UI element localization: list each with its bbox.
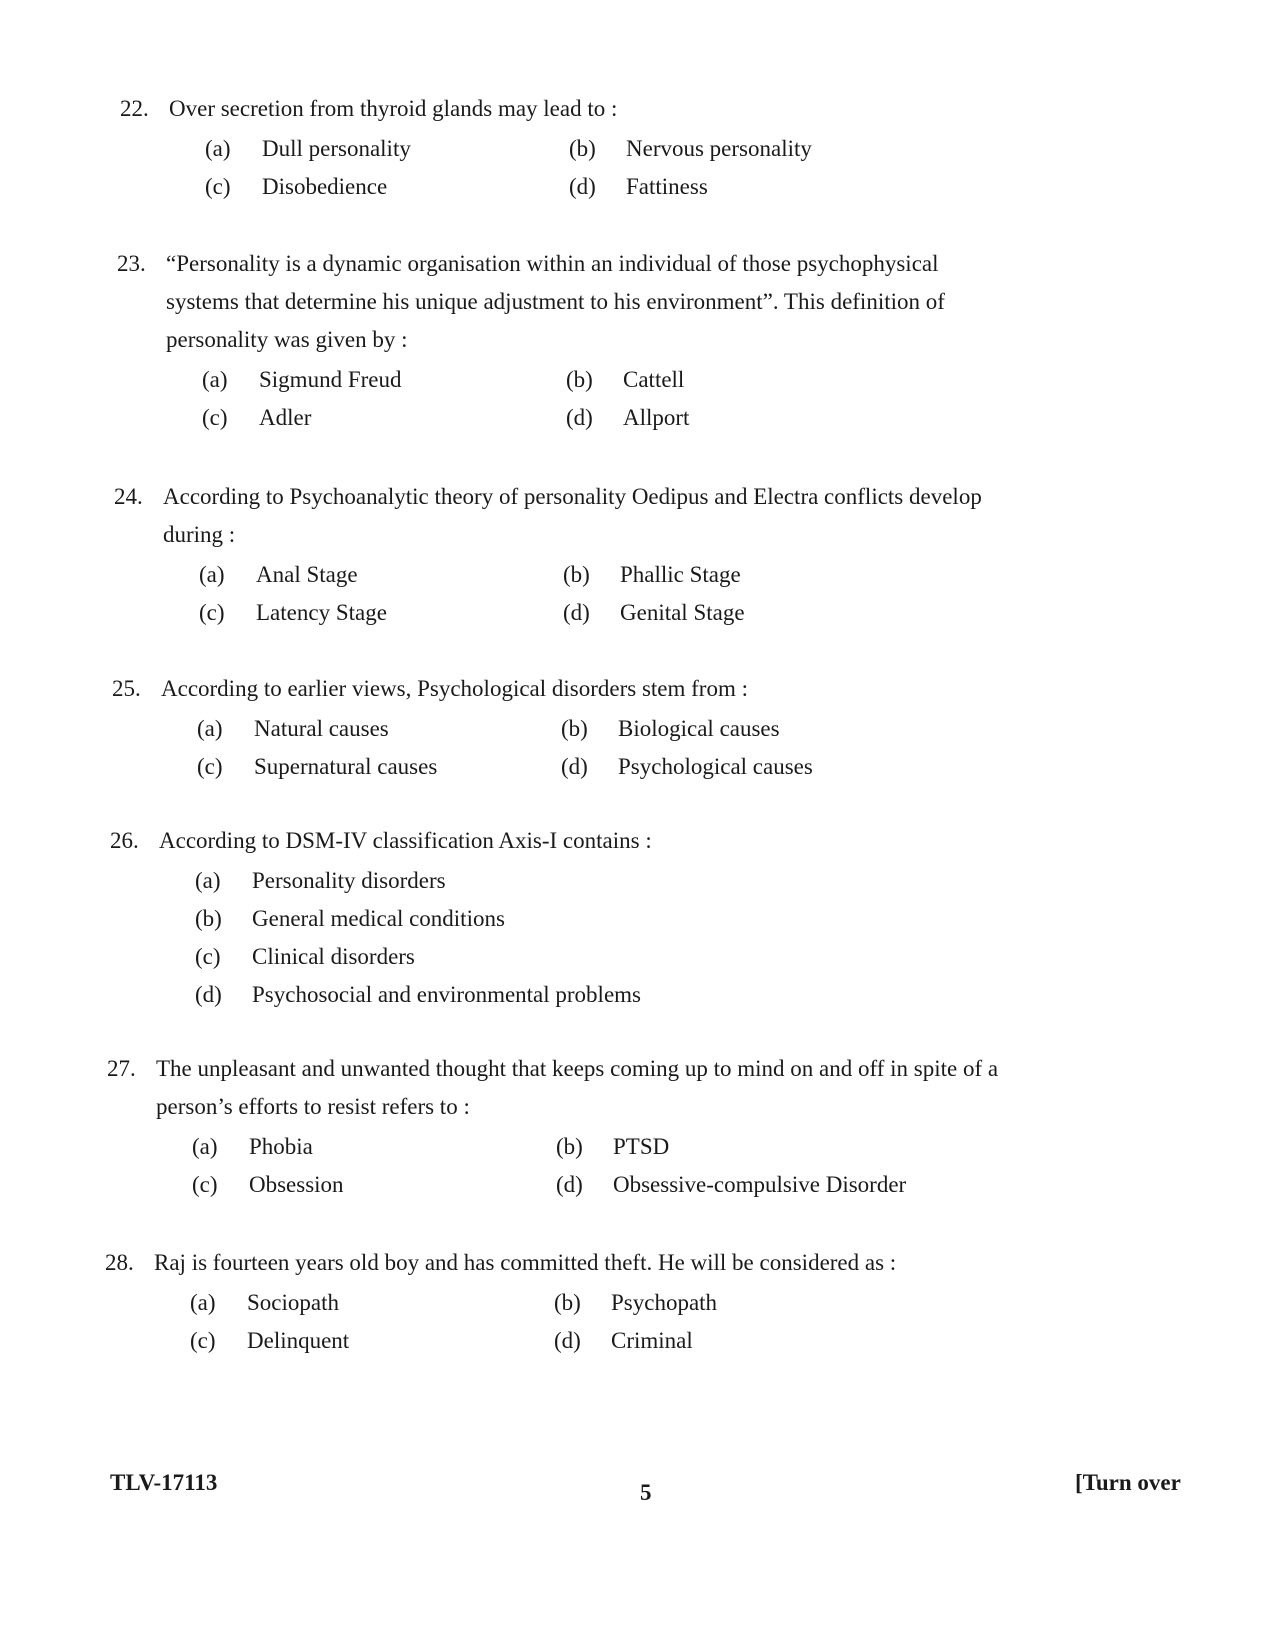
- question-text: The unpleasant and unwanted thought that keeps coming up to mind on and off in spite of a person’s efforts to resist refers to :: [156, 1056, 999, 1119]
- option-b: (b) Phallic Stage: [563, 562, 741, 587]
- option-a: (a) Anal Stage: [199, 562, 358, 587]
- question-text: Over secretion from thyroid glands may lead to :: [169, 96, 618, 121]
- option-c: (c) Supernatural causes: [197, 754, 438, 779]
- option-a: (a) Personality disorders: [195, 868, 446, 893]
- paper-code: TLV-17113: [110, 1470, 218, 1495]
- option-d: (d) Obsessive-compulsive Disorder: [556, 1172, 907, 1197]
- option-b: (b) Biological causes: [561, 716, 780, 741]
- question-text: According to DSM-IV classification Axis-I contains :: [159, 828, 652, 853]
- option-a: (a) Natural causes: [197, 716, 389, 741]
- question-24: [114, 478, 1014, 632]
- question-number: 24.: [114, 484, 143, 509]
- option-d: (d) Allport: [566, 405, 690, 430]
- options: [190, 1284, 1005, 1360]
- option-a: (a) Dull personality: [205, 136, 411, 161]
- question-number: 28.: [105, 1250, 134, 1275]
- page-number: 5: [640, 1480, 652, 1505]
- option-b: (b) PTSD: [556, 1134, 670, 1159]
- option-d: (d) Psychological causes: [561, 754, 813, 779]
- option-b: (b) Psychopath: [554, 1290, 718, 1315]
- option-d: (d) Criminal: [554, 1328, 693, 1353]
- question-text: According to Psychoanalytic theory of personality Oedipus and Electra conflicts develop during :: [163, 484, 982, 547]
- question-text: According to earlier views, Psychological disorders stem from :: [161, 676, 748, 701]
- options: [199, 556, 1014, 632]
- option-b: (b) General medical conditions: [195, 906, 505, 931]
- option-a: (a) Phobia: [192, 1134, 313, 1159]
- options: [195, 862, 1010, 1014]
- question-text: “Personality is a dynamic organisation within an individual of those psychophysical systems that determine his unique adjustment to his environment”. This definition of personality was given by :: [166, 251, 945, 352]
- question-26: [110, 822, 1010, 1014]
- question-25: [112, 670, 1012, 786]
- option-b: (b) Cattell: [566, 367, 685, 392]
- option-c: (c) Delinquent: [190, 1328, 350, 1353]
- question-number: 25.: [112, 676, 141, 701]
- options: [202, 361, 1017, 437]
- option-d: (d) Fattiness: [569, 174, 708, 199]
- turn-over-note: [Turn over: [1075, 1470, 1181, 1495]
- question-27: [107, 1050, 1007, 1204]
- option-c: (c) Disobedience: [205, 174, 388, 199]
- option-d: (d) Genital Stage: [563, 600, 745, 625]
- options: [197, 710, 1012, 786]
- question-22: [120, 90, 1020, 206]
- question-number: 23.: [117, 251, 146, 276]
- question-23: [117, 245, 1017, 437]
- question-number: 26.: [110, 828, 139, 853]
- option-b: (b) Nervous personality: [569, 136, 812, 161]
- question-28: [105, 1244, 1005, 1360]
- option-c: (c) Obsession: [192, 1172, 344, 1197]
- option-a: (a) Sigmund Freud: [202, 367, 402, 392]
- option-a: (a) Sociopath: [190, 1290, 339, 1315]
- question-number: 22.: [120, 96, 149, 121]
- options: [205, 130, 1020, 206]
- question-text: Raj is fourteen years old boy and has committed theft. He will be considered as :: [154, 1250, 897, 1275]
- option-c: (c) Adler: [202, 405, 312, 430]
- option-d: (d) Psychosocial and environmental problems: [195, 982, 642, 1007]
- question-number: 27.: [107, 1056, 136, 1081]
- options: [192, 1128, 1007, 1204]
- option-c: (c) Latency Stage: [199, 600, 387, 625]
- option-c: (c) Clinical disorders: [195, 944, 415, 969]
